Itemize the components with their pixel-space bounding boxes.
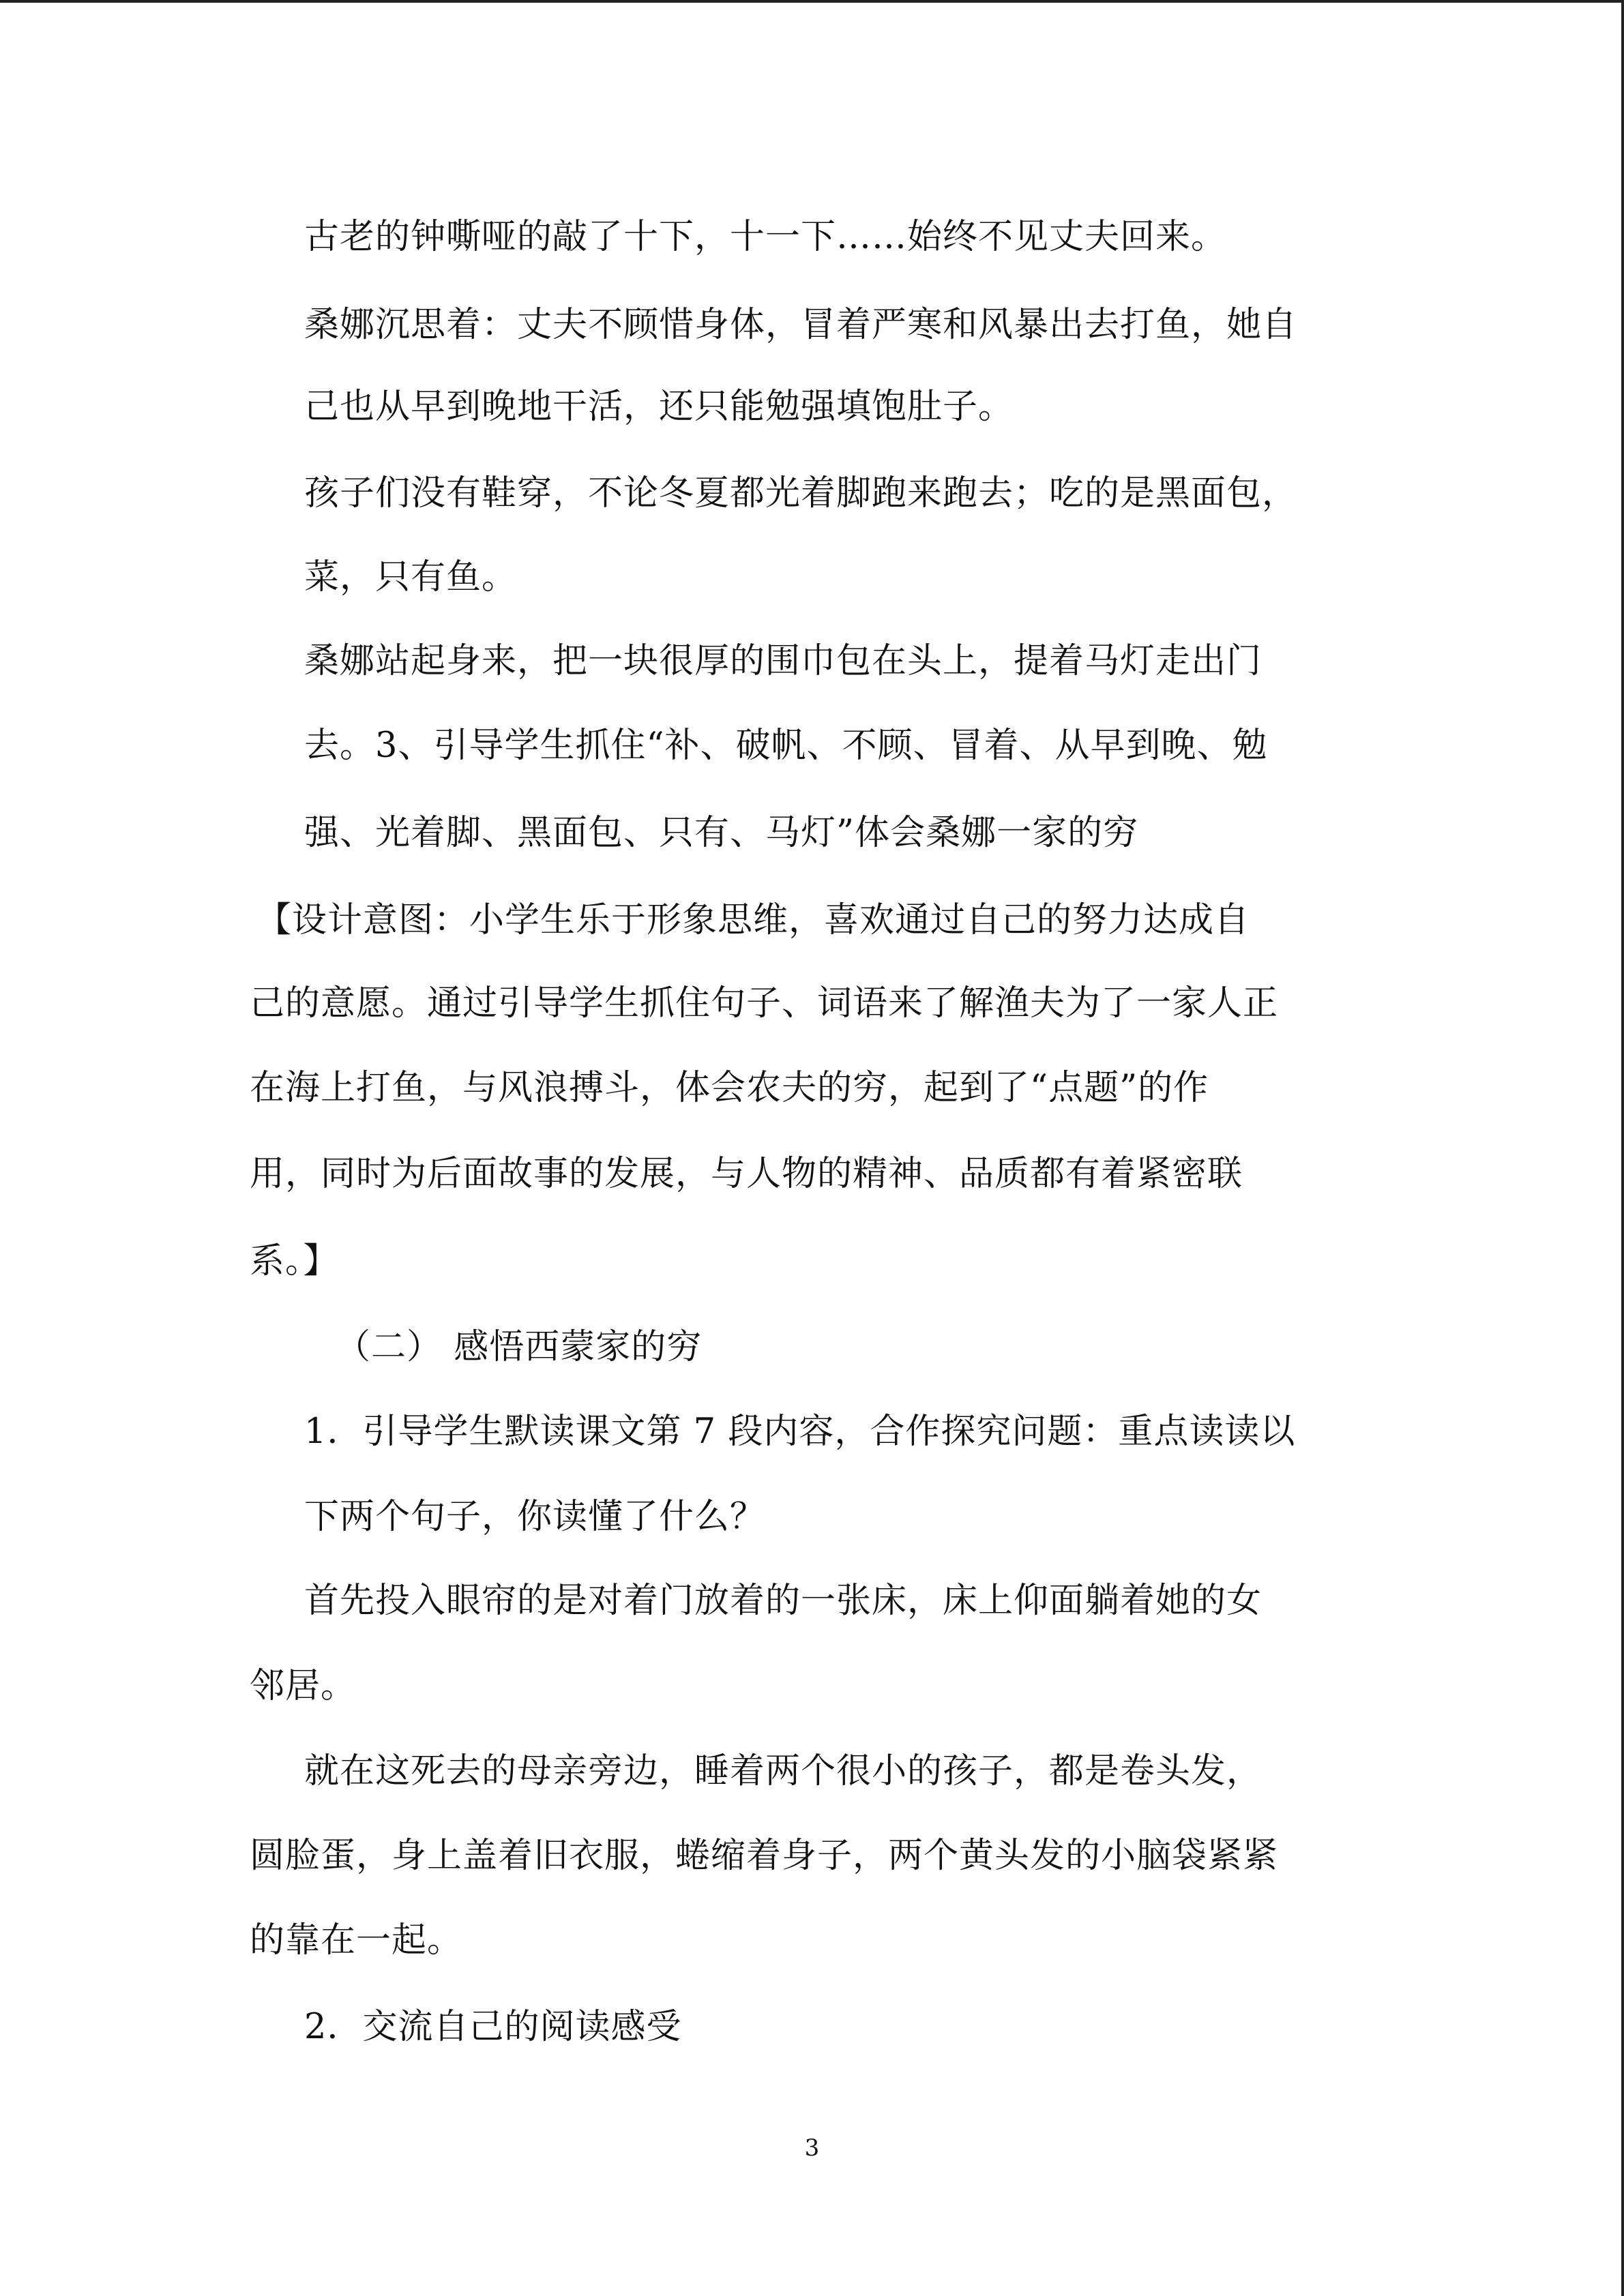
design-intent-line: 系。】	[250, 1241, 339, 1281]
design-intent-line: 在海上打鱼，与风浪搏斗，体会农夫的穷，起到了“点题”的作	[250, 1068, 1209, 1108]
page-top-border	[0, 0, 1624, 3]
text-line: 强、光着脚、黑面包、只有、马灯”体会桑娜一家的穷	[304, 813, 1139, 853]
quote-line: 就在这死去的母亲旁边，睡着两个很小的孩子，都是卷头发，	[304, 1751, 1263, 1791]
text-line: 古老的钟嘶哑的敲了十下，十一下……始终不见丈夫回来。	[304, 217, 1227, 257]
page-number: 3	[804, 2134, 820, 2162]
text-line: 桑娜沉思着：丈夫不顾惜身体，冒着严寒和风暴出去打鱼，她自	[304, 305, 1298, 345]
text-line: 菜，只有鱼。	[304, 557, 518, 597]
text-line: 桑娜站起身来，把一块很厚的围巾包在头上，提着马灯走出门	[304, 641, 1263, 681]
quote-line: 的靠在一起。	[250, 1920, 463, 1960]
design-intent-line: 【设计意图：小学生乐于形象思维，喜欢通过自己的努力达成自	[256, 900, 1250, 940]
text-line: 下两个句子，你读懂了什么？	[304, 1497, 766, 1537]
section-heading: （二） 感悟西蒙家的穷	[336, 1327, 703, 1367]
quote-line: 圆脸蛋，身上盖着旧衣服，蜷缩着身子，两个黄头发的小脑袋紧紧	[250, 1836, 1279, 1876]
text-line: 己也从早到晚地干活，还只能勉强填饱肚子。	[304, 387, 1014, 427]
page-right-border	[1621, 0, 1624, 2296]
text-line: 孩子们没有鞋穿，不论冬夏都光着脚跑来跑去；吃的是黑面包，	[304, 473, 1298, 513]
design-intent-line: 用，同时为后面故事的发展，与人物的精神、品质都有着紧密联	[250, 1154, 1243, 1194]
text-line: 1．引导学生默读课文第 7 段内容，合作探究问题：重点读读以	[304, 1412, 1296, 1452]
text-line: 2．交流自己的阅读感受	[304, 2007, 682, 2047]
design-intent-line: 己的意愿。通过引导学生抓住句子、词语来了解渔夫为了一家人正	[250, 983, 1279, 1024]
quote-line: 首先投入眼帘的是对着门放着的一张床，床上仰面躺着她的女	[304, 1581, 1263, 1621]
quote-line: 邻居。	[250, 1666, 357, 1706]
text-line: 去。3、引导学生抓住“补、破帆、不顾、冒着、从早到晚、勉	[304, 726, 1268, 766]
